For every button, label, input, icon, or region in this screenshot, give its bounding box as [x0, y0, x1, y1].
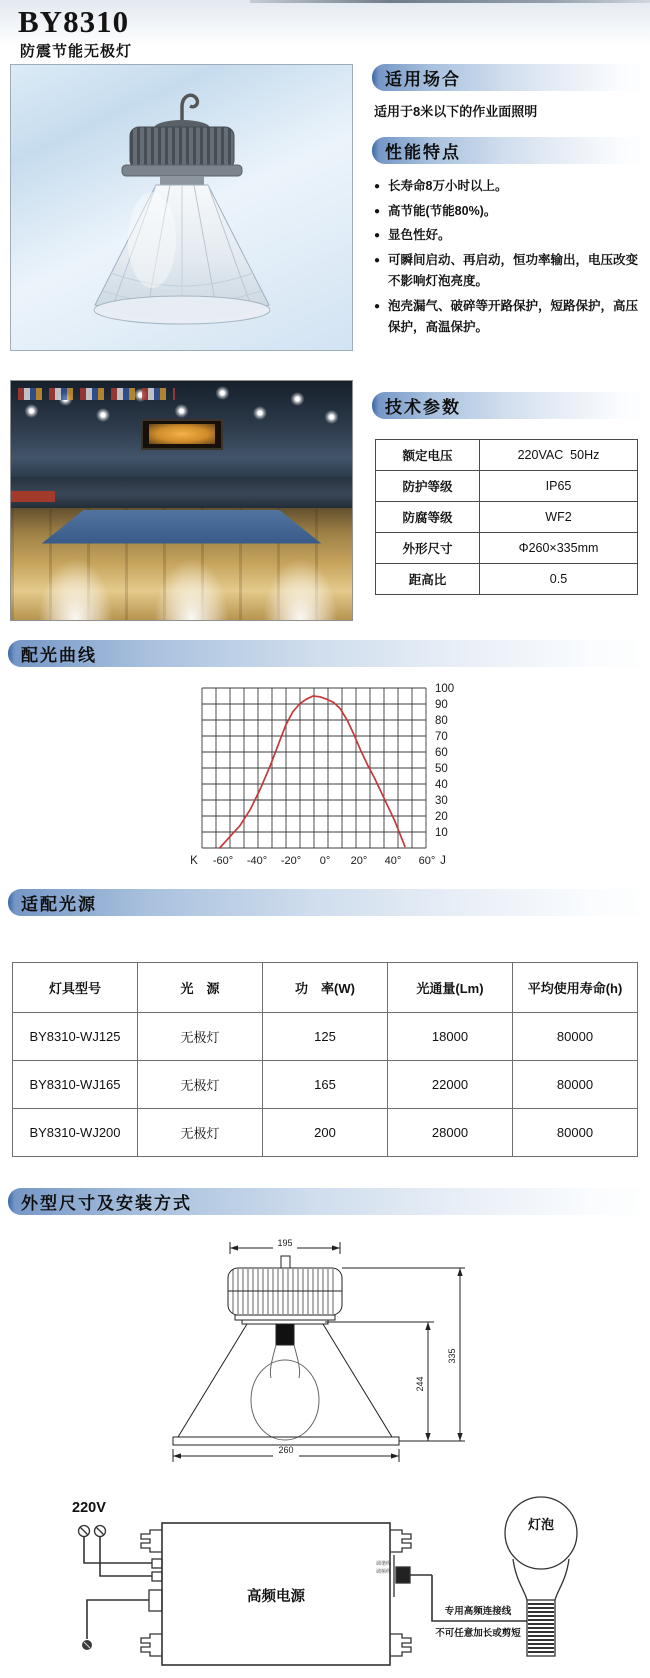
x-tick-label: 0° — [319, 855, 331, 867]
distribution-curve — [220, 696, 405, 848]
sources-header-cell: 灯具型号 — [13, 963, 138, 1013]
sources-cell: 80000 — [513, 1109, 638, 1157]
dim-total-height: 335 — [447, 1348, 457, 1364]
feature-item: ● 可瞬间启动、再启动，恒功率输出，电压改变不影响灯泡亮度。 — [374, 250, 642, 293]
tech-row — [376, 533, 638, 564]
x-tick-label: -40° — [246, 855, 268, 867]
wiring-diagram — [0, 1493, 650, 1675]
sources-cell: 200 — [263, 1109, 388, 1157]
sources-cell: 80000 — [513, 1013, 638, 1061]
x-tick-label: 40° — [384, 855, 402, 867]
tech-row — [376, 564, 638, 595]
y-tick-label: 100 — [435, 683, 455, 695]
sources-cell: 80000 — [513, 1061, 638, 1109]
axis-label-right: J — [440, 855, 446, 867]
sources-cell: 无极灯 — [138, 1061, 263, 1109]
product-photo — [10, 64, 353, 351]
x-tick-label: 60° — [418, 855, 436, 867]
page-title: BY8310 — [18, 4, 130, 39]
sources-header-cell: 平均使用寿命(h) — [513, 963, 638, 1013]
x-tick-label: -20° — [280, 855, 302, 867]
sources-cell: BY8310-WJ200 — [13, 1109, 138, 1157]
x-tick-label: 20° — [350, 855, 368, 867]
sources-cell: 18000 — [388, 1013, 513, 1061]
tech-cell: WF2 — [480, 502, 638, 533]
dim-top-width: 195 — [277, 1238, 293, 1248]
y-tick-label: 80 — [435, 715, 448, 727]
y-tick-label: 60 — [435, 747, 448, 759]
section-title: 性能特点 — [385, 143, 461, 162]
distribution-curve-chart — [150, 668, 490, 876]
page-subtitle: 防震节能无极灯 — [20, 43, 133, 60]
section-title: 技术参数 — [385, 398, 461, 417]
arena-scoreboard — [141, 419, 223, 449]
sources-cell: BY8310-WJ125 — [13, 1013, 138, 1061]
section-header-dims — [8, 1188, 642, 1215]
scoreboard-panel — [149, 424, 215, 444]
top-divider-line — [250, 0, 650, 3]
sources-row — [13, 1061, 638, 1109]
feature-item: ● 高节能(节能80%)。 — [374, 201, 642, 223]
tech-cell: 0.5 — [480, 564, 638, 595]
arena-court — [42, 510, 322, 543]
y-tick-label: 40 — [435, 779, 448, 791]
sources-header-cell: 功 率(W) — [263, 963, 388, 1013]
section-title: 适用场合 — [385, 70, 461, 89]
y-tick-label: 90 — [435, 699, 448, 711]
lamp-illustration — [11, 65, 352, 350]
tech-cell: IP65 — [480, 471, 638, 502]
arena-red-banner — [11, 491, 55, 502]
dim-bottom-width: 260 — [278, 1445, 294, 1455]
y-tick-label: 30 — [435, 795, 448, 807]
y-tick-label: 10 — [435, 827, 448, 839]
floor-reflection — [263, 558, 338, 620]
section-header-features — [372, 137, 642, 164]
x-tick-label: -60° — [212, 855, 234, 867]
feature-item: ● 泡壳漏气、破碎等开路保护，短路保护，高压保护，高温保护。 — [374, 296, 642, 339]
port-label-1: 调谐线 — [375, 1561, 391, 1567]
section-title: 配光曲线 — [21, 646, 97, 665]
section-header-tech — [372, 392, 642, 419]
cable-label: 专用高频连接线 — [444, 1606, 512, 1617]
sources-table — [12, 962, 638, 1157]
sources-cell: BY8310-WJ165 — [13, 1061, 138, 1109]
tech-row — [376, 440, 638, 471]
sources-header-cell: 光通量(Lm) — [388, 963, 513, 1013]
section-title: 外型尺寸及安装方式 — [21, 1194, 192, 1213]
sources-cell: 无极灯 — [138, 1109, 263, 1157]
y-tick-label: 20 — [435, 811, 448, 823]
y-tick-label: 70 — [435, 731, 448, 743]
section-header-sources — [8, 889, 642, 916]
chart-grid — [202, 688, 426, 848]
dim-inner-height: 244 — [415, 1376, 425, 1392]
section-title: 适配光源 — [21, 895, 97, 914]
tech-cell: 外形尺寸 — [376, 533, 480, 564]
sources-cell: 165 — [263, 1061, 388, 1109]
arena-stands — [11, 477, 352, 508]
floor-reflection — [38, 558, 113, 620]
sources-cell: 22000 — [388, 1061, 513, 1109]
feature-list — [374, 176, 642, 342]
axis-label-left: K — [190, 855, 198, 867]
sources-row — [13, 1013, 638, 1061]
sources-cell: 无极灯 — [138, 1013, 263, 1061]
arena-flags — [18, 388, 175, 400]
tech-cell: Φ260×335mm — [480, 533, 638, 564]
sources-cell: 125 — [263, 1013, 388, 1061]
tech-cell: 防腐等级 — [376, 502, 480, 533]
bulb-label: 灯泡 — [527, 1517, 555, 1532]
tech-row — [376, 502, 638, 533]
feature-item: ● 长寿命8万小时以上。 — [374, 176, 642, 198]
tech-table — [375, 439, 638, 595]
floor-reflection — [154, 558, 229, 620]
port-label-2: 调频线 — [375, 1569, 391, 1575]
sources-header-cell: 光 源 — [138, 963, 263, 1013]
voltage-label: 220V — [72, 1500, 106, 1516]
usage-text: 适用于8米以下的作业面照明 — [374, 104, 538, 119]
y-tick-label: 50 — [435, 763, 448, 775]
hook-icon — [182, 95, 197, 121]
tech-cell: 220VAC 50Hz — [480, 440, 638, 471]
cable-warning: 不可任意加长或剪短 — [435, 1628, 521, 1639]
dimension-drawing — [145, 1238, 475, 1466]
section-header-curve — [8, 640, 642, 667]
arena-photo — [10, 380, 353, 621]
tech-cell: 额定电压 — [376, 440, 480, 471]
psu-label: 高频电源 — [247, 1589, 305, 1605]
tech-row — [376, 471, 638, 502]
feature-item: ● 显色性好。 — [374, 225, 642, 247]
section-header-usage — [372, 64, 642, 91]
tech-cell: 防护等级 — [376, 471, 480, 502]
tech-cell: 距高比 — [376, 564, 480, 595]
sources-row — [13, 1109, 638, 1157]
sources-cell: 28000 — [388, 1109, 513, 1157]
